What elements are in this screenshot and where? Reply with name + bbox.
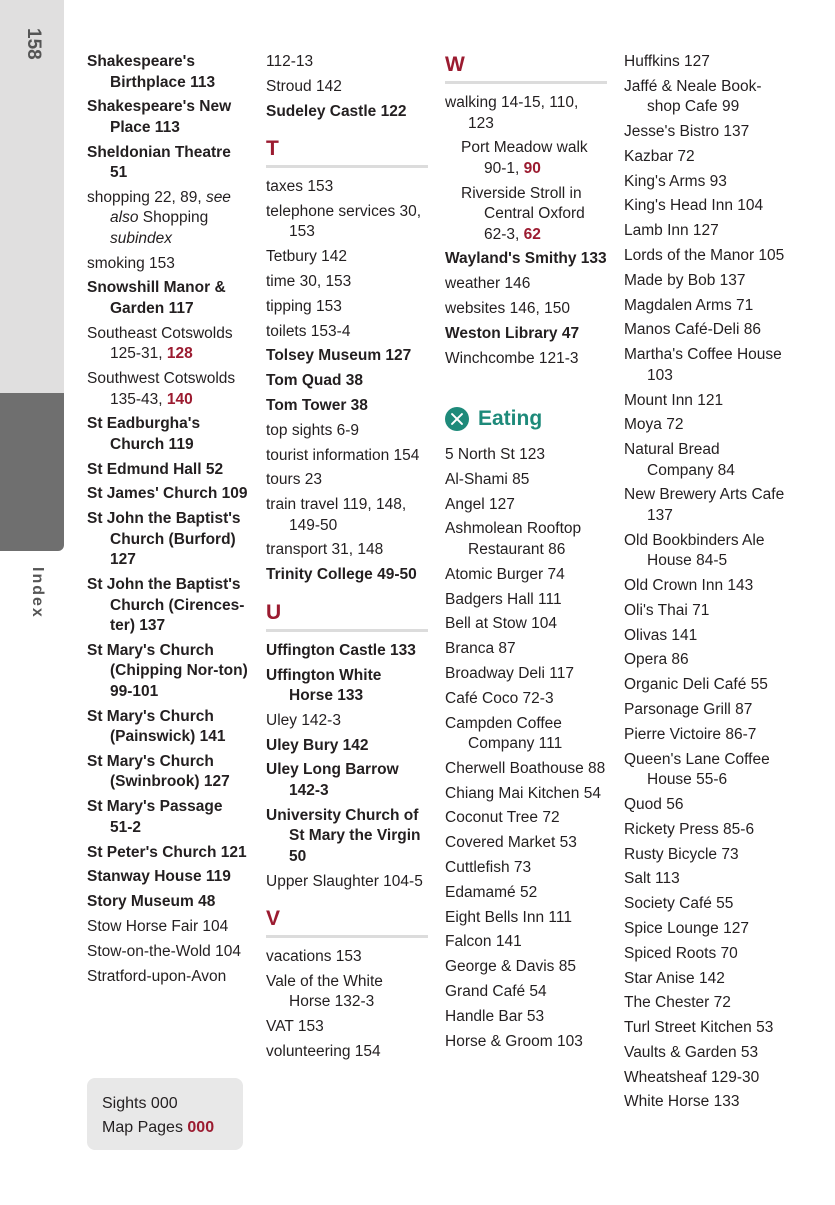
entry-text: St Mary's Church (Chipping Nor-ton) 99-101 (87, 641, 248, 700)
index-entry (266, 1017, 428, 1038)
entry-text: Manos Café-Deli 86 (624, 321, 761, 339)
entry-text: Turl Street Kitchen 53 (624, 1019, 774, 1037)
index-entry (624, 77, 786, 118)
entry-text: volunteering 154 (266, 1042, 381, 1060)
index-entry (624, 196, 786, 217)
entry-text: Rusty Bicycle 73 (624, 845, 739, 863)
entry-text: taxes 153 (266, 178, 334, 196)
index-entry (87, 254, 249, 275)
entry-text: Chiang Mai Kitchen 54 (445, 784, 601, 802)
index-entry (445, 759, 607, 780)
index-entry (624, 485, 786, 526)
index-letter-heading: U (266, 602, 428, 632)
entry-text: time 30, 153 (266, 272, 352, 290)
entry-text: Grand Café 54 (445, 983, 547, 1001)
index-entry (624, 675, 786, 696)
entry-text: St Edmund Hall 52 (87, 460, 224, 478)
index-entry (87, 942, 249, 963)
index-entry (445, 274, 607, 295)
index-entry (266, 736, 428, 757)
index-entry (624, 601, 786, 622)
index-entry (87, 917, 249, 938)
index-entry (624, 700, 786, 721)
entry-text: Uffington White Horse 133 (266, 666, 382, 705)
entry-text: Ashmolean Rooftop Restaurant 86 (445, 520, 582, 558)
index-entry (445, 349, 607, 370)
index-entry (87, 460, 249, 481)
index-entry (87, 575, 249, 637)
entry-text: Snowshill Manor & Garden 117 (87, 279, 226, 317)
index-entry (624, 296, 786, 317)
index-entry (266, 177, 428, 198)
entry-text: tours 23 (266, 471, 323, 489)
entry-text: weather 146 (445, 275, 531, 293)
index-column-2 (266, 52, 428, 1067)
index-entry (87, 52, 249, 93)
entry-text: shopping 22, 89, (87, 188, 206, 206)
index-entry (266, 371, 428, 392)
entry-text: Lamb Inn 127 (624, 222, 719, 240)
entry-text: train travel 119, 148, 149-50 (266, 496, 407, 534)
index-entry (266, 947, 428, 968)
index-letter-heading: W (445, 54, 607, 84)
entry-text: Southeast Cotswolds 125-31, (87, 324, 233, 363)
entry-text: St Mary's Church (Painswick) 141 (87, 707, 226, 746)
entry-text: The Chester 72 (624, 994, 731, 1012)
index-entry (87, 867, 249, 888)
index-entry (624, 221, 786, 242)
entry-text: Moya 72 (624, 416, 684, 434)
entry-text: Weston Library 47 (445, 324, 580, 342)
index-entry (87, 967, 249, 988)
entry-text: Magdalen Arms 71 (624, 296, 754, 314)
index-entry (445, 590, 607, 611)
index-entry (624, 894, 786, 915)
index-entry (445, 614, 607, 635)
entry-text: Jesse's Bistro 137 (624, 123, 750, 141)
entry-text: Campden Coffee Company 111 (445, 714, 563, 753)
entry-text: Edamamé 52 (445, 883, 538, 901)
index-entry (266, 202, 428, 243)
entry-text: White Horse 133 (624, 1093, 740, 1111)
map-page-ref: 62 (523, 225, 541, 243)
index-entry (87, 892, 249, 913)
index-entry (87, 641, 249, 703)
entry-text: Olivas 141 (624, 626, 698, 644)
index-entry (87, 369, 249, 410)
entry-text: Branca 87 (445, 640, 516, 658)
entry-text: Cherwell Boathouse 88 (445, 759, 606, 777)
entry-text: Riverside Stroll in Central Oxford 62-3, (461, 184, 585, 243)
entry-text: Huffkins 127 (624, 53, 710, 70)
entry-text: Badgers Hall 111 (445, 590, 562, 608)
index-entry (445, 324, 607, 345)
legend-map-pages-label: Map Pages (102, 1119, 188, 1136)
entry-text: Angel 127 (445, 495, 515, 513)
section-tab-label: Index (29, 567, 46, 619)
entry-text: Tom Quad 38 (266, 372, 364, 390)
entry-text: Al-Shami 85 (445, 470, 530, 488)
index-entry (266, 52, 428, 73)
entry-text: Wheatsheaf 129-30 (624, 1068, 760, 1086)
index-entry (266, 346, 428, 367)
index-entry (445, 299, 607, 320)
entry-text: Uffington Castle 133 (266, 641, 416, 659)
entry-text: Uley Long Barrow 142-3 (266, 761, 399, 799)
entry-text: Stroud 142 (266, 77, 342, 95)
eating-heading-label: Eating (478, 406, 543, 430)
entry-text: Uley 142-3 (266, 711, 341, 729)
index-entry (87, 484, 249, 505)
entry-text: telephone services 30, 153 (266, 202, 422, 241)
index-entry (266, 666, 428, 707)
index-entry (266, 396, 428, 417)
entry-text: Shakespeare's Birthplace 113 (87, 53, 216, 91)
entry-text: St Mary's Passage 51-2 (87, 798, 223, 836)
index-entry (445, 249, 607, 270)
index-entry (445, 495, 607, 516)
entry-tail: Shopping (138, 209, 209, 227)
index-entry (624, 1068, 786, 1089)
index-entry (624, 320, 786, 341)
legend-map-pages-value: 000 (187, 1119, 215, 1136)
entry-text: VAT 153 (266, 1018, 324, 1036)
entry-text: Bell at Stow 104 (445, 615, 558, 633)
entry-text: Covered Market 53 (445, 834, 577, 852)
index-entry (624, 750, 786, 791)
entry-text: Falcon 141 (445, 933, 522, 951)
index-entry (624, 1092, 786, 1113)
entry-text: Vale of the White Horse 132-3 (266, 972, 383, 1011)
index-entry (624, 869, 786, 890)
index-entry (87, 278, 249, 319)
index-entry (624, 52, 786, 73)
index-entry (445, 664, 607, 685)
index-entry (266, 470, 428, 491)
entry-text: walking 14-15, 110, 123 (445, 94, 579, 132)
index-entry (445, 689, 607, 710)
fork-knife-icon (445, 407, 469, 431)
entry-text: Rickety Press 85-6 (624, 820, 755, 838)
entry-text: Opera 86 (624, 651, 689, 669)
entry-text: George & Davis 85 (445, 958, 576, 976)
entry-text: Café Coco 72-3 (445, 689, 554, 707)
entry-text: Cuttlefish 73 (445, 859, 532, 877)
entry-text: St Mary's Church (Swinbrook) 127 (87, 752, 230, 791)
entry-text: Jaffé & Neale Book-shop Cafe 99 (624, 77, 762, 116)
index-entry (445, 565, 607, 586)
index-entry (445, 808, 607, 829)
entry-text: top sights 6-9 (266, 421, 360, 439)
index-column-1 (87, 52, 249, 991)
entry-text: Society Café 55 (624, 895, 734, 913)
index-entry (266, 760, 428, 801)
entry-text: tourist information 154 (266, 446, 420, 464)
entry-text: Wayland's Smithy 133 (445, 250, 607, 268)
page-number: 158 (23, 28, 44, 60)
index-subentry (445, 138, 607, 179)
entry-text: St John the Baptist's Church (Cirences-ter) 137 (87, 576, 245, 635)
index-entry (445, 470, 607, 491)
index-entry (266, 322, 428, 343)
legend-sights: Sights 000 (102, 1095, 178, 1112)
index-entry (87, 97, 249, 138)
index-entry (624, 725, 786, 746)
entry-text: Story Museum 48 (87, 893, 216, 911)
index-entry (624, 820, 786, 841)
entry-text: St Peter's Church 121 (87, 843, 247, 861)
entry-text: Eight Bells Inn 111 (445, 908, 572, 926)
entry-text: Lords of the Manor 105 (624, 247, 785, 265)
index-entry (266, 1042, 428, 1063)
index-entry (266, 872, 428, 893)
entry-text: St John the Baptist's Church (Burford) 127 (87, 510, 241, 569)
entry-text: Parsonage Grill 87 (624, 701, 753, 719)
index-letter-heading: V (266, 908, 428, 938)
index-entry (87, 414, 249, 455)
index-entry (624, 650, 786, 671)
index-entry (624, 122, 786, 143)
index-entry (624, 147, 786, 168)
index-entry (266, 641, 428, 662)
entry-text: Shakespeare's New Place 113 (87, 98, 232, 136)
index-column-3 (445, 52, 607, 1056)
index-entry (624, 626, 786, 647)
index-column-4 (624, 52, 786, 1117)
entry-text: Spice Lounge 127 (624, 919, 749, 937)
entry-text: Tom Tower 38 (266, 396, 368, 414)
entry-text: vacations 153 (266, 948, 362, 966)
entry-text: Stow-on-the-Wold 104 (87, 942, 241, 960)
index-entry (624, 172, 786, 193)
index-entry (266, 247, 428, 268)
index-entry (266, 972, 428, 1013)
entry-text: King's Head Inn 104 (624, 197, 764, 215)
entry-text: Uley Bury 142 (266, 736, 369, 754)
entry-text: Southwest Cotswolds 135-43, (87, 370, 236, 408)
entry-subindex: subindex (110, 229, 173, 247)
entry-text: Atomic Burger 74 (445, 565, 565, 583)
index-entry (624, 246, 786, 267)
index-entry (445, 858, 607, 879)
entry-text: St Eadburgha's Church 119 (87, 415, 201, 453)
index-entry (445, 519, 607, 560)
entry-text: Mount Inn 121 (624, 391, 724, 409)
entry-text: Stratford-upon-Avon (87, 967, 227, 985)
entry-text: Quod 56 (624, 795, 684, 813)
index-entry (624, 531, 786, 572)
index-entry (445, 833, 607, 854)
index-entry (87, 707, 249, 748)
entry-text: Star Anise 142 (624, 969, 725, 987)
index-entry (624, 345, 786, 386)
entry-text: Port Meadow walk 90-1, (461, 139, 588, 177)
entry-text: Spiced Roots 70 (624, 944, 738, 962)
entry-text: transport 31, 148 (266, 541, 384, 559)
index-entry (624, 845, 786, 866)
index-entry (624, 1043, 786, 1064)
entry-text: Old Bookbinders Ale House 84-5 (624, 531, 765, 570)
index-entry (266, 540, 428, 561)
entry-text: Organic Deli Café 55 (624, 676, 768, 694)
eating-heading (445, 407, 607, 431)
index-entry (445, 982, 607, 1003)
index-entry (266, 806, 428, 868)
index-entry (445, 957, 607, 978)
index-entry (624, 576, 786, 597)
index-entry (87, 509, 249, 571)
entry-text: Stanway House 119 (87, 868, 231, 886)
entry-text: St James' Church 109 (87, 485, 248, 503)
entry-text: Oli's Thai 71 (624, 601, 710, 619)
index-entry (445, 883, 607, 904)
entry-text: Sudeley Castle 122 (266, 102, 407, 120)
entry-text: University Church of St Mary the Virgin 50 (266, 806, 421, 865)
index-entry (445, 714, 607, 755)
index-entry (87, 324, 249, 365)
index-entry (445, 784, 607, 805)
legend-map-pages (102, 1116, 243, 1140)
index-entry (445, 1007, 607, 1028)
entry-text: websites 146, 150 (445, 299, 570, 317)
entry-text: Tolsey Museum 127 (266, 347, 412, 365)
entry-text: toilets 153-4 (266, 322, 351, 340)
index-entry (266, 446, 428, 467)
entry-text: Martha's Coffee House 103 (624, 346, 782, 384)
map-page-ref: 90 (523, 159, 541, 177)
index-entry (445, 93, 607, 134)
entry-text: 112-13 (266, 53, 314, 70)
entry-text: Trinity College 49-50 (266, 566, 417, 584)
index-entry (624, 919, 786, 940)
entry-text: Coconut Tree 72 (445, 809, 560, 827)
entry-text: Broadway Deli 117 (445, 664, 574, 682)
index-entry (266, 495, 428, 536)
entry-text: smoking 153 (87, 254, 175, 272)
index-entry (445, 932, 607, 953)
index-entry (445, 639, 607, 660)
side-tab-bottom (0, 393, 64, 551)
index-entry (87, 143, 249, 184)
entry-text: Made by Bob 137 (624, 271, 746, 289)
index-entry (445, 908, 607, 929)
index-entry (624, 944, 786, 965)
entry-text: Vaults & Garden 53 (624, 1043, 759, 1061)
index-entry (266, 711, 428, 732)
index-entry (87, 188, 249, 250)
entry-text: Stow Horse Fair 104 (87, 917, 229, 935)
index-entry (624, 1018, 786, 1039)
index-entry (445, 1032, 607, 1053)
index-entry (624, 415, 786, 436)
index-entry (266, 297, 428, 318)
index-entry (624, 440, 786, 481)
index-entry (266, 272, 428, 293)
entry-text: New Brewery Arts Cafe 137 (624, 486, 785, 524)
entry-text: Winchcombe 121-3 (445, 349, 579, 367)
entry-text: Tetbury 142 (266, 248, 347, 266)
entry-text: Handle Bar 53 (445, 1007, 545, 1025)
entry-text: 5 North St 123 (445, 446, 545, 464)
index-entry (624, 271, 786, 292)
entry-text: Old Crown Inn 143 (624, 577, 754, 595)
index-entry (445, 445, 607, 466)
index-entry (266, 102, 428, 123)
index-letter-heading: T (266, 138, 428, 168)
index-entry (266, 565, 428, 586)
map-page-ref: 140 (166, 390, 193, 408)
index-entry (624, 993, 786, 1014)
entry-text: Kazbar 72 (624, 147, 695, 165)
index-entry (87, 752, 249, 793)
entry-text: Queen's Lane Coffee House 55-6 (624, 750, 770, 789)
index-entry (266, 421, 428, 442)
index-entry (87, 797, 249, 838)
entry-text: King's Arms 93 (624, 172, 727, 190)
entry-text: Natural Bread Company 84 (624, 441, 735, 479)
entry-see-also: see also (110, 188, 231, 227)
entry-text: Sheldonian Theatre 51 (87, 143, 231, 182)
index-subentry (445, 184, 607, 246)
index-entry (624, 795, 786, 816)
index-entry (87, 843, 249, 864)
legend-box (87, 1078, 243, 1150)
index-entry (266, 77, 428, 98)
entry-text: tipping 153 (266, 297, 342, 315)
entry-text: Salt 113 (624, 870, 680, 888)
index-entry (624, 391, 786, 412)
entry-text: Upper Slaughter 104-5 (266, 872, 423, 890)
entry-text: Horse & Groom 103 (445, 1032, 583, 1050)
index-entry (624, 969, 786, 990)
entry-text: Pierre Victoire 86-7 (624, 725, 757, 743)
map-page-ref: 128 (166, 345, 193, 363)
